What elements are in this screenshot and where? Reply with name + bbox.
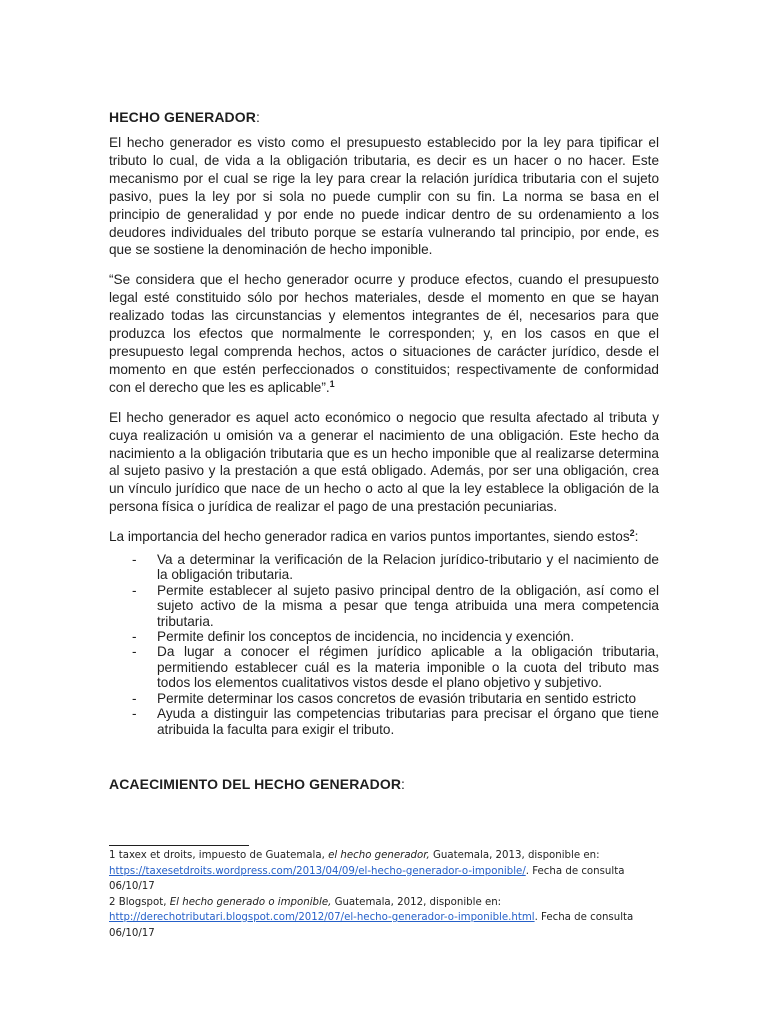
heading-text: ACAECIMIENTO DEL HECHO GENERADOR [109, 775, 402, 792]
list-item-text: Permite definir los conceptos de incidencia, no incidencia y exención. [157, 629, 575, 645]
footnote-text: taxex et droits, impuesto de Guatemala, [115, 850, 329, 861]
footnote-title: El hecho generado o imponible, [169, 896, 332, 908]
paragraph-4-text: La importancia del hecho generador radica en varios puntos importantes, siendo estos [109, 529, 630, 545]
list-item [109, 583, 659, 629]
footnote-text: . Fecha de consulta 06/10/17 [109, 912, 634, 939]
section-heading-hecho-generador [109, 108, 659, 126]
footnote-separator [109, 845, 249, 846]
list-item [109, 706, 659, 737]
footnote-link-1[interactable]: https://taxesetdroits.wordpress.com/2013/04/09/el-hecho-generador-o-imponible/ [109, 865, 526, 877]
list-dash: - [132, 582, 137, 598]
importance-list [109, 552, 659, 737]
footnote-number: 1 [109, 850, 116, 861]
list-item-text: Da lugar a conocer el régimen jurídico aplicable a la obligación tributaria, permitiendo establecer cuál es la materia imponible o la cuota del tributo mas todos los elementos cualitativos vistos desde el plano objetivo y subjetivo. [157, 644, 659, 691]
list-dash: - [132, 644, 137, 660]
footnote-number: 2 [109, 896, 116, 908]
list-item-text: Permite establecer al sujeto pasivo principal dentro de la obligación, así como el sujeto activo de la misma a pesar que tenga atribuida una mera competencia tributaria. [157, 582, 659, 629]
list-item-text: Permite determinar los casos concretos de evasión tributaria en sentido estricto [157, 690, 637, 706]
heading-colon: : [401, 775, 406, 792]
list-item-text: Ayuda a distinguir las competencias tributarias para precisar el órgano que tiene atribuida la faculta para exigir el tributo. [157, 706, 659, 737]
list-item [109, 629, 659, 644]
footnote-link-2[interactable]: http://derechotributari.blogspot.com/2012/07/el-hecho-generador-o-imponible.html [109, 912, 535, 923]
quote-text: “Se considera que el hecho generador ocurre y produce efectos, cuando el presupuesto legal esté constituido sólo por hechos materiales, desde el momento en que se hayan realizado todas las circunstancias y elementos integrantes de él, necesarios para que produzca los efectos que normalmente le corresponden; y, en los casos en que el presupuesto legal comprenda hechos, actos o situaciones de carácter jurídico, desde el momento en que estén perfeccionados o constituidos; respectivamente de conformidad con el derecho que les es aplicable”. [109, 272, 659, 395]
section-heading-acaecimiento [109, 775, 659, 793]
list-item [109, 691, 659, 706]
list-dash: - [132, 629, 137, 645]
list-dash: - [132, 690, 137, 706]
heading-colon: : [255, 109, 260, 125]
footnote-1 [109, 848, 661, 895]
footnote-title: el hecho generador, [328, 850, 430, 861]
footnote-text: Blogspot, [115, 896, 170, 908]
paragraph-3: El hecho generador es aquel acto económico o negocio que resulta afectado al tributa y cuya realización u omisión va a generar el nacimiento de una obligación. Este hecho da nacimiento a la obligación tributaria que es un hecho imponible que al realizarse determina al sujeto pasivo y la prestación a que está obligado. Además, por ser una obligación, crea un vínculo jurídico que nace de un hecho o acto al que la ley establece la obligación de la persona física o jurídica de realizar el pago de una prestación pecuniarias. [109, 409, 659, 515]
footnote-text: Guatemala, 2013, disponible en: [429, 850, 600, 861]
footnote-2 [109, 895, 661, 942]
paragraph-4 [109, 528, 659, 546]
paragraph-1: El hecho generador es visto como el presupuesto establecido por la ley para tipificar el tributo lo cual, de vida a la obligación tributaria, es decir es un hacer o no hacer. Este mecanismo por el cual se rige la ley para crear la relación jurídica tributaria con el sujeto pasivo, pues la ley por si sola no puede cumplir con su fin. La norma se basa en el principio de generalidad y por ende no puede indicar dentro de su ordenamiento a los deudores individuales del tributo porque se estaría vulnerando tal principio, por ende, es que se sostiene la denominación de hecho imponible. [109, 135, 659, 258]
footnotes [109, 848, 661, 941]
paragraph-4-colon: : [634, 529, 639, 545]
heading-text: HECHO GENERADOR [109, 109, 256, 125]
list-item-text: Va a determinar la verificación de la Relacion jurídico-tributario y el nacimiento de la obligación tributaria. [157, 552, 659, 583]
paragraph-quote [109, 271, 659, 396]
list-dash: - [132, 706, 137, 722]
list-dash: - [132, 552, 137, 568]
footnote-ref-2[interactable]: 2 [629, 528, 635, 539]
list-item [109, 552, 659, 583]
footnote-text: . Fecha de consulta 06/10/17 [109, 865, 625, 892]
list-item [109, 644, 659, 690]
footnote-text: Guatemala, 2012, disponible en: [331, 896, 502, 908]
footnote-ref-1[interactable]: 1 [329, 378, 335, 389]
